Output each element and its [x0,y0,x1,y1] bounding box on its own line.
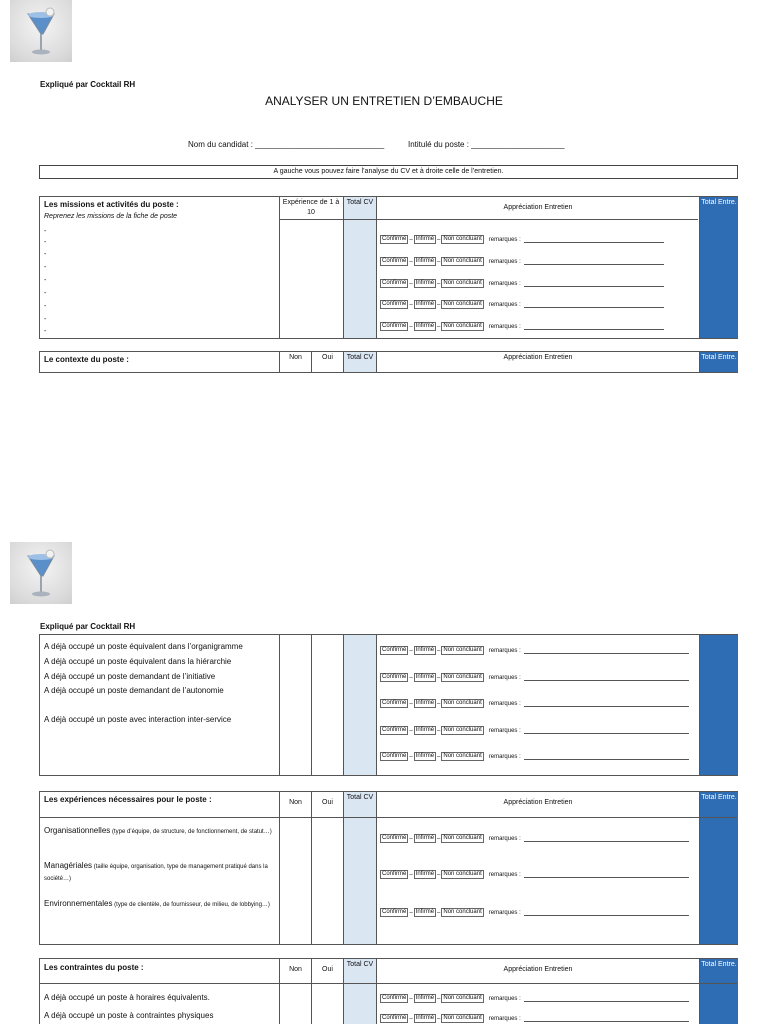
contexte-item: A déjà occupé un poste équivalent dans l’organigramme [44,642,243,651]
mission-bullet: - [44,290,47,297]
mission-bullet: - [44,328,47,335]
col-total-entretien: Total Entre. [701,961,737,968]
mission-bullet: - [44,251,47,258]
contexte-item: A déjà occupé un poste demandant de l’initiative [44,672,216,681]
contrainte-item: A déjà occupé un poste à horaires équivalents. [44,993,210,1002]
appreciation-choice[interactable]: Confirmé – Infirmé – Non concluant remarques : [380,279,664,288]
col-non: Non [289,354,302,361]
cocktail-glass-logo [10,0,72,62]
col-non: Non [289,799,302,806]
mission-bullet: - [44,316,47,323]
page-title: ANALYSER UN ENTRETIEN D’EMBAUCHE [265,94,503,108]
col-non: Non [289,966,302,973]
col-total-cv: Total CV [346,354,374,361]
contexte-items-table [39,634,738,776]
col-total-entretien: Total Entre. [701,794,737,801]
brand-label: Expliqué par Cocktail RH [40,80,136,89]
appreciation-choice[interactable]: Confirmé – Infirmé – Non concluant remarques : [380,994,689,1003]
intro-text: A gauche vous pouvez faire l’analyse du CV et à droite celle de l’entretien. [273,168,504,175]
contexte-header-table [39,351,738,373]
mission-bullet: - [44,239,47,246]
col-experience: Expérience de 1 à 10 [282,199,340,216]
intro-box [39,165,738,179]
col-appreciation: Appréciation Entretien [503,799,573,806]
col-appreciation: Appréciation Entretien [503,354,573,361]
appreciation-choice[interactable]: Confirmé – Infirmé – Non concluant remarques : [380,1014,689,1023]
col-appreciation: Appréciation Entretien [503,204,573,211]
col-total-cv: Total CV [346,199,374,206]
missions-title: Les missions et activités du poste : [44,200,179,209]
contexte-item: A déjà occupé un poste avec interaction inter-service [44,715,232,724]
col-oui: Oui [322,966,333,973]
mission-bullet: - [44,303,47,310]
brand-label: Expliqué par Cocktail RH [40,622,136,631]
appreciation-choice[interactable]: Confirmé – Infirmé – Non concluant remarques : [380,870,689,879]
experience-item-manageriales: Managériales (taille équipe, organisation, type de management pratiqué dans la société…) [44,861,268,882]
appreciation-choice[interactable]: Confirmé – Infirmé – Non concluant remarques : [380,752,689,761]
col-total-cv: Total CV [346,961,374,968]
appreciation-choice[interactable]: Confirmé – Infirmé – Non concluant remarques : [380,699,689,708]
missions-subtitle: Reprenez les missions de la fiche de poste [44,213,178,220]
cocktail-glass-logo [10,542,72,604]
experiences-title: Les expériences nécessaires pour le poste : [44,795,212,804]
appreciation-choice[interactable]: Confirmé – Infirmé – Non concluant remarques : [380,834,689,843]
mission-bullet: - [44,228,47,235]
candidate-name-field[interactable]: Nom du candidat : _____________________________ [188,140,385,149]
contraintes-table [39,958,738,1024]
col-oui: Oui [322,799,333,806]
col-oui: Oui [322,354,333,361]
entretien-column [699,197,738,338]
appreciation-choice[interactable]: Confirmé – Infirmé – Non concluant remarques : [380,257,664,266]
appreciation-choice[interactable]: Confirmé – Infirmé – Non concluant remarques : [380,908,689,917]
experience-item-environnementales: Environnementales (type de clientèle, de fournisseur, de milieu, de lobbying…) [44,899,270,908]
contexte-title: Le contexte du poste : [44,355,129,364]
col-total-cv: Total CV [346,794,374,801]
missions-table [39,196,738,339]
col-appreciation: Appréciation Entretien [503,966,573,973]
col-total-entretien: Total Entre. [701,199,737,206]
experiences-table [39,791,738,945]
appreciation-choice[interactable]: Confirmé – Infirmé – Non concluant remarques : [380,673,689,682]
appreciation-choice[interactable]: Confirmé – Infirmé – Non concluant remarques : [380,322,664,331]
job-title-field[interactable]: Intitulé du poste : _____________________ [408,140,565,149]
mission-bullet: - [44,277,47,284]
appreciation-choice[interactable]: Confirmé – Infirmé – Non concluant remarques : [380,646,689,655]
experience-item-organisationnelles: Organisationnelles (type d’équipe, de structure, de fonctionnement, de statut…) [44,826,272,835]
contraintes-title: Les contraintes du poste : [44,963,144,972]
contexte-item: A déjà occupé un poste demandant de l’autonomie [44,686,224,695]
contrainte-item: A déjà occupé un poste à contraintes physiques [44,1011,214,1020]
col-total-entretien: Total Entre. [701,354,737,361]
mission-bullet: - [44,264,47,271]
contexte-item: A déjà occupé un poste équivalent dans la hiérarchie [44,657,232,666]
appreciation-choice[interactable]: Confirmé – Infirmé – Non concluant remarques : [380,726,689,735]
appreciation-choice[interactable]: Confirmé – Infirmé – Non concluant remarques : [380,235,664,244]
appreciation-choice[interactable]: Confirmé – Infirmé – Non concluant remarques : [380,300,664,309]
